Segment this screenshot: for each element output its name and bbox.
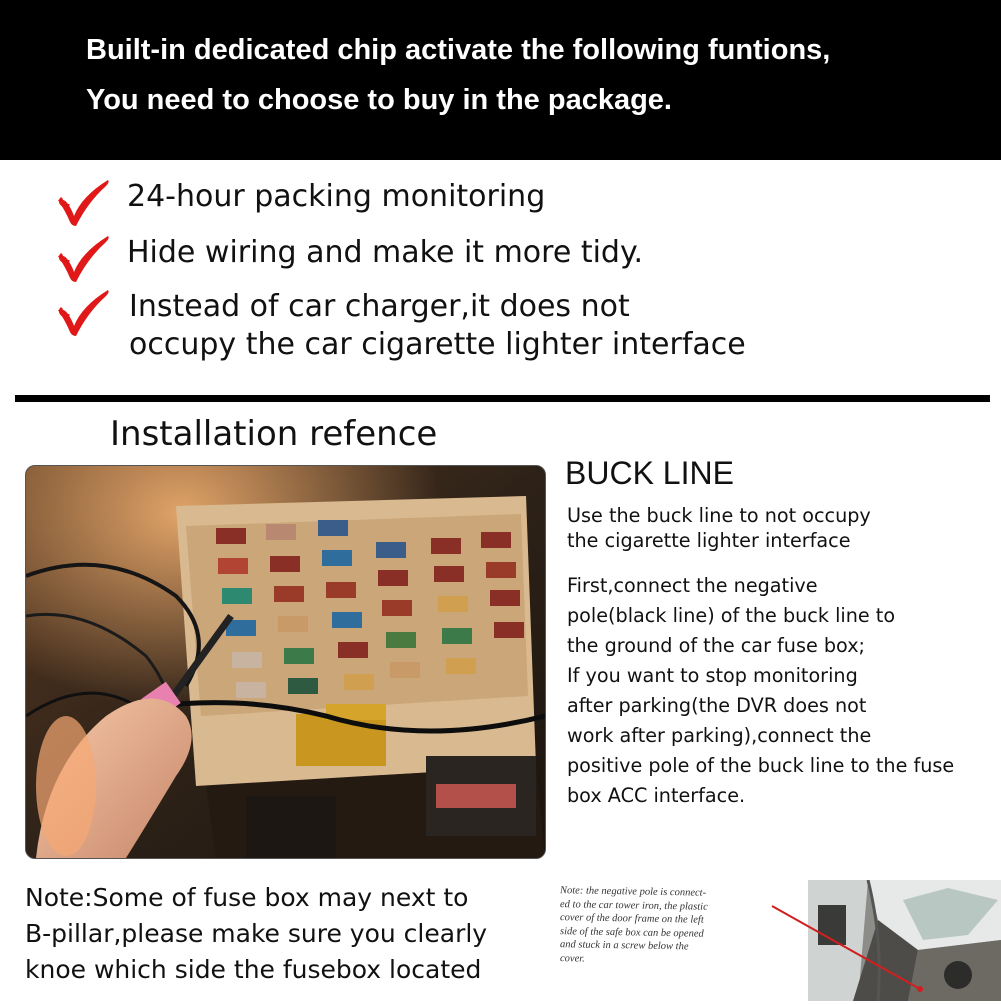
feature-line: Hide wiring and make it more tidy.: [127, 235, 643, 270]
red-pointer-arrow-icon: [770, 904, 940, 1004]
feature-line: occupy the car cigarette lighter interface: [129, 327, 746, 362]
header-line-1: Built-in dedicated chip activate the following funtions,: [86, 34, 831, 66]
fuse-box-illustration: [26, 466, 545, 858]
note-line: knoe which side the fusebox located: [25, 955, 482, 984]
feature-text: [127, 234, 643, 272]
small-note-line: side of the safe box can be opened: [560, 925, 704, 940]
instruction-line: positive pole of the buck line to the fuse: [567, 754, 955, 777]
buck-line-title: BUCK LINE: [565, 455, 734, 491]
feature-text: [127, 178, 545, 216]
buck-line-instructions: [567, 571, 987, 811]
instruction-line: after parking(the DVR does not: [567, 694, 867, 717]
fuse-box-photo: [25, 465, 546, 859]
instruction-line: work after parking),connect the: [567, 724, 872, 747]
instruction-line: the ground of the car fuse box;: [567, 634, 866, 657]
note-line: B-pillar,please make sure you clearly: [25, 919, 488, 948]
header-banner: [0, 0, 1001, 160]
buck-line-intro: [567, 503, 987, 553]
small-note-line: cover.: [560, 952, 585, 965]
instruction-line: box ACC interface.: [567, 784, 746, 807]
feature-text: [129, 288, 746, 364]
intro-line: Use the buck line to not occupy: [567, 504, 871, 527]
small-note-line: ed to the car tower iron, the plastic: [560, 898, 708, 913]
instruction-line: pole(black line) of the buck line to: [567, 604, 896, 627]
instruction-line: First,connect the negative: [567, 574, 818, 597]
small-note-line: Note: the negative pole is connect-: [560, 885, 707, 899]
note-line: Note:Some of fuse box may next to: [25, 883, 469, 912]
installation-title: Installation refence: [110, 414, 438, 454]
section-divider: [15, 395, 990, 402]
fusebox-location-note: [25, 880, 545, 988]
feature-line: Instead of car charger,it does not: [129, 289, 630, 324]
intro-line: the cigarette lighter interface: [567, 529, 851, 552]
negative-pole-note: [560, 884, 770, 969]
header-line-2: You need to choose to buy in the package.: [86, 84, 672, 116]
feature-line: 24-hour packing monitoring: [127, 179, 546, 214]
small-note-line: and stuck in a screw below the: [560, 939, 689, 953]
instruction-line: If you want to stop monitoring: [567, 664, 858, 687]
red-checkmark-icon: [54, 234, 112, 286]
red-checkmark-icon: [54, 178, 112, 230]
small-note-line: cover of the door frame on the left: [560, 912, 704, 926]
red-checkmark-icon: [54, 288, 112, 340]
